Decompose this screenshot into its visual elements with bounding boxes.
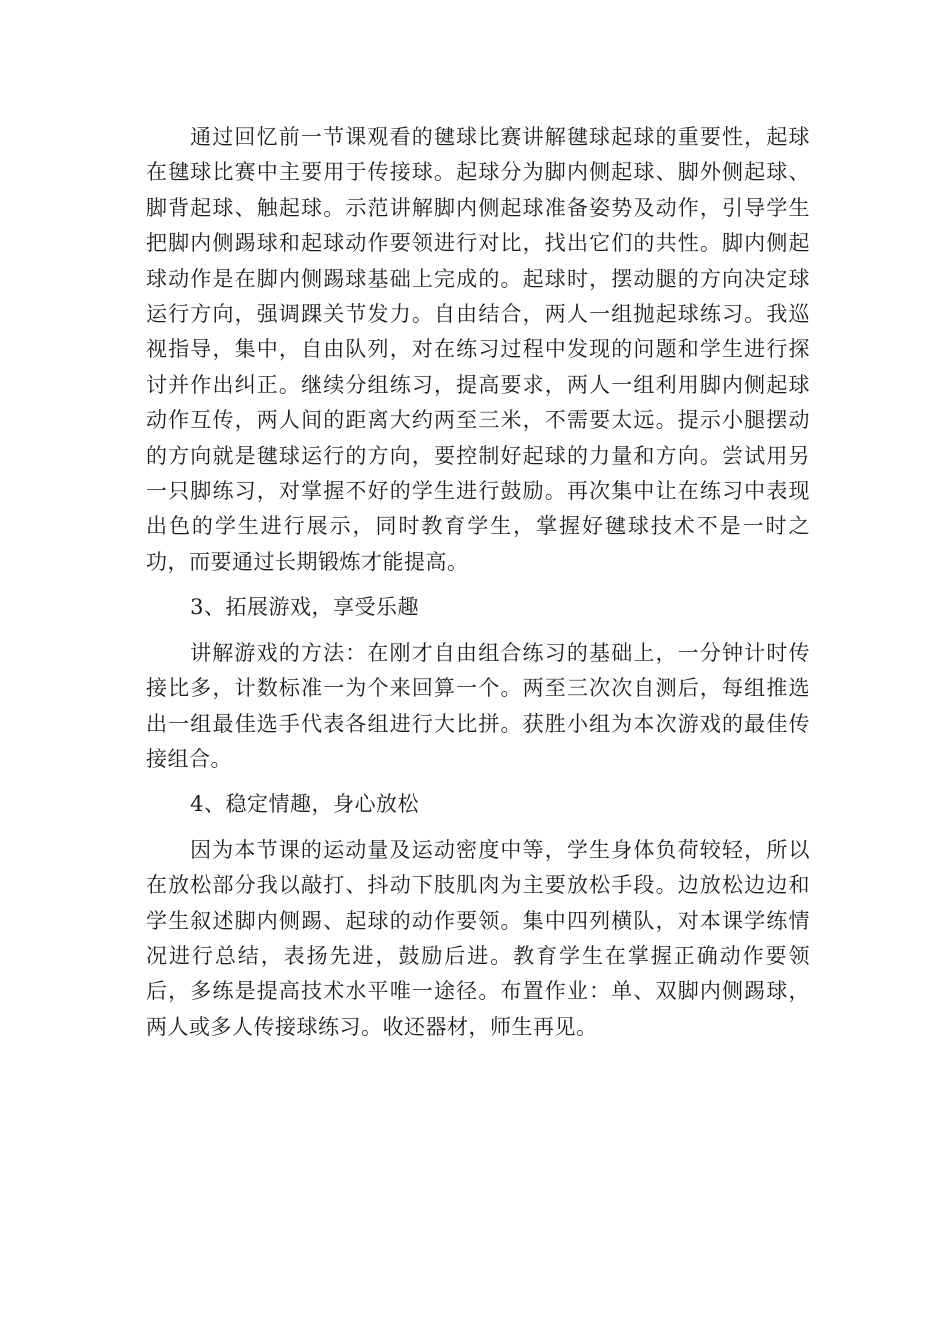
section-heading-relaxation: 4、稳定情趣，身心放松 [190, 792, 419, 817]
section-heading-extension-game: 3、拓展游戏，享受乐趣 [190, 595, 419, 620]
paragraph-shuttlecock-lifting-instruction: 通过回忆前一节课观看的毽球比赛讲解毽球起球的重要性，起球在毽球比赛中主要用于传接球。起球分为脚内侧起球、脚外侧起球、脚背起球、触起球。示范讲解脚内侧起球准备姿势及动作，引导学生把脚内侧踢球和起球动作要领进行对比，找出它们的共性。脚内侧起球动作是在脚内侧踢球基础上完成的。起球时，摆动腿的方向决定球运行方向，强调踝关节发力。自由结合，两人一组抛起球练习。我巡视指导，集中，自由队列，对在练习过程中发现的问题和学生进行探讨并作出纠正。继续分组练习，提高要求，两人一组利用脚内侧起球动作互传，两人间的距离大约两至三米，不需要太远。提示小腿摆动的方向就是毽球运行的方向，要控制好起球的力量和方向。尝试用另一只脚练习，对掌握不好的学生进行鼓励。再次集中让在练习中表现出色的学生进行展示，同时教育学生，掌握好毽球技术不是一时之功，而要通过长期锻炼才能提高。 [146, 125, 810, 574]
document-body [146, 120, 810, 1055]
paragraph-relaxation-summary: 因为本节课的运动量及运动密度中等，学生身体负荷较轻，所以在放松部分我以敲打、抖动下肢肌肉为主要放松手段。边放松边边和学生叙述脚内侧踢、起球的动作要领。集中四列横队，对本课学练情况进行总结，表扬先进，鼓励后进。教育学生在掌握正确动作要领后，多练是提高技术水平唯一途径。布置作业：单、双脚内侧踢球，两人或多人传接球练习。收还器材，师生再见。 [146, 837, 810, 1039]
paragraph-game-method: 讲解游戏的方法：在刚才自由组合练习的基础上，一分钟计时传接比多，计数标准一为个来回算一个。两至三次次自测后，每组推选出一组最佳选手代表各组进行大比拼。获胜小组为本次游戏的最佳传接组合。 [146, 640, 810, 771]
